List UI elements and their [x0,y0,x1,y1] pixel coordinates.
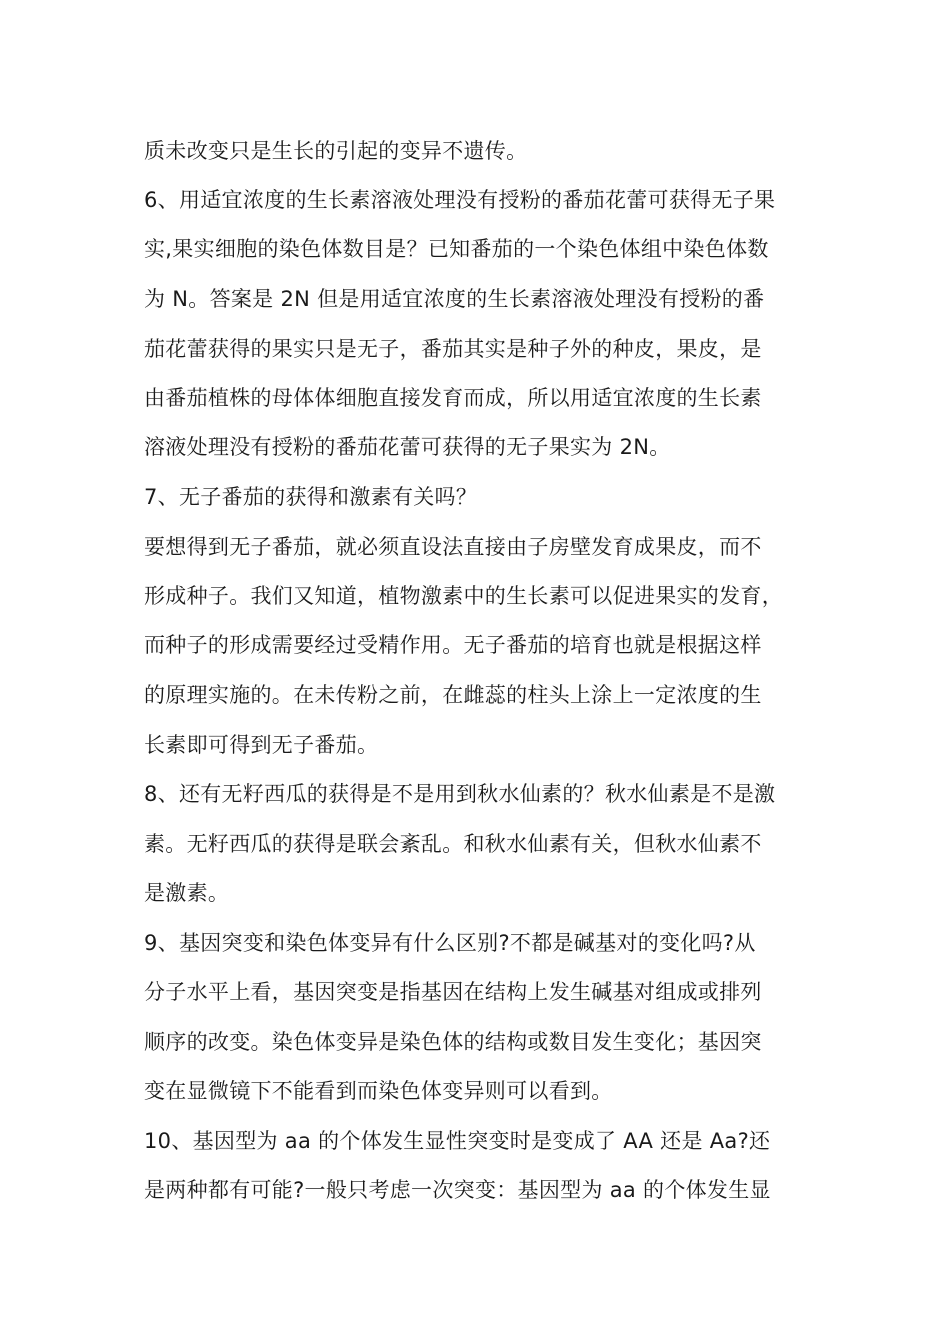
text-line: 分子水平上看，基因突变是指基因在结构上发生碱基对组成或排列 [144,980,762,1004]
text-line: 要想得到无子番茄，就必须直设法直接由子房壁发育成果皮，而不 [144,535,762,559]
text-line: 而种子的形成需要经过受精作用。无子番茄的培育也就是根据这样 [144,633,762,657]
text-line: 是激素。 [144,881,230,905]
text-line: 质未改变只是生长的引起的变异不遗传。 [144,139,528,163]
text-line: 茄花蕾获得的果实只是无子，番茄其实是种子外的种皮，果皮，是 [144,337,762,361]
text-line: 6、用适宜浓度的生长素溶液处理没有授粉的番茄花蕾可获得无子果 [144,188,776,212]
text-line: 由番茄植株的母体体细胞直接发育而成，所以用适宜浓度的生长素 [144,386,762,410]
text-line: 10、基因型为 aa 的个体发生显性突变时是变成了 AA 还是 Aa?还 [144,1129,771,1153]
text-line: 8、还有无籽西瓜的获得是不是用到秋水仙素的？秋水仙素是不是激 [144,782,776,806]
text-line: 素。无籽西瓜的获得是联会紊乱。和秋水仙素有关，但秋水仙素不 [144,832,762,856]
text-line: 实,果实细胞的染色体数目是？已知番茄的一个染色体组中染色体数 [144,237,769,261]
text-line: 9、基因突变和染色体变异有什么区别?不都是碱基对的变化吗?从 [144,931,756,955]
text-line: 为 N。答案是 2N 但是用适宜浓度的生长素溶液处理没有授粉的番 [144,287,765,311]
text-line: 形成种子。我们又知道，植物激素中的生长素可以促进果实的发育， [144,584,783,608]
text-line: 溶液处理没有授粉的番茄花蕾可获得的无子果实为 2N。 [144,435,671,459]
text-line: 是两种都有可能?一般只考虑一次突变：基因型为 aa 的个体发生显 [144,1178,771,1202]
text-line: 变在显微镜下不能看到而染色体变异则可以看到。 [144,1079,613,1103]
text-line: 7、无子番茄的获得和激素有关吗？ [144,485,478,509]
text-line: 长素即可得到无子番茄。 [144,733,379,757]
text-line: 顺序的改变。染色体变异是染色体的结构或数目发生变化；基因突 [144,1030,762,1054]
text-line: 的原理实施的。在未传粉之前，在雌蕊的柱头上涂上一定浓度的生 [144,683,762,707]
